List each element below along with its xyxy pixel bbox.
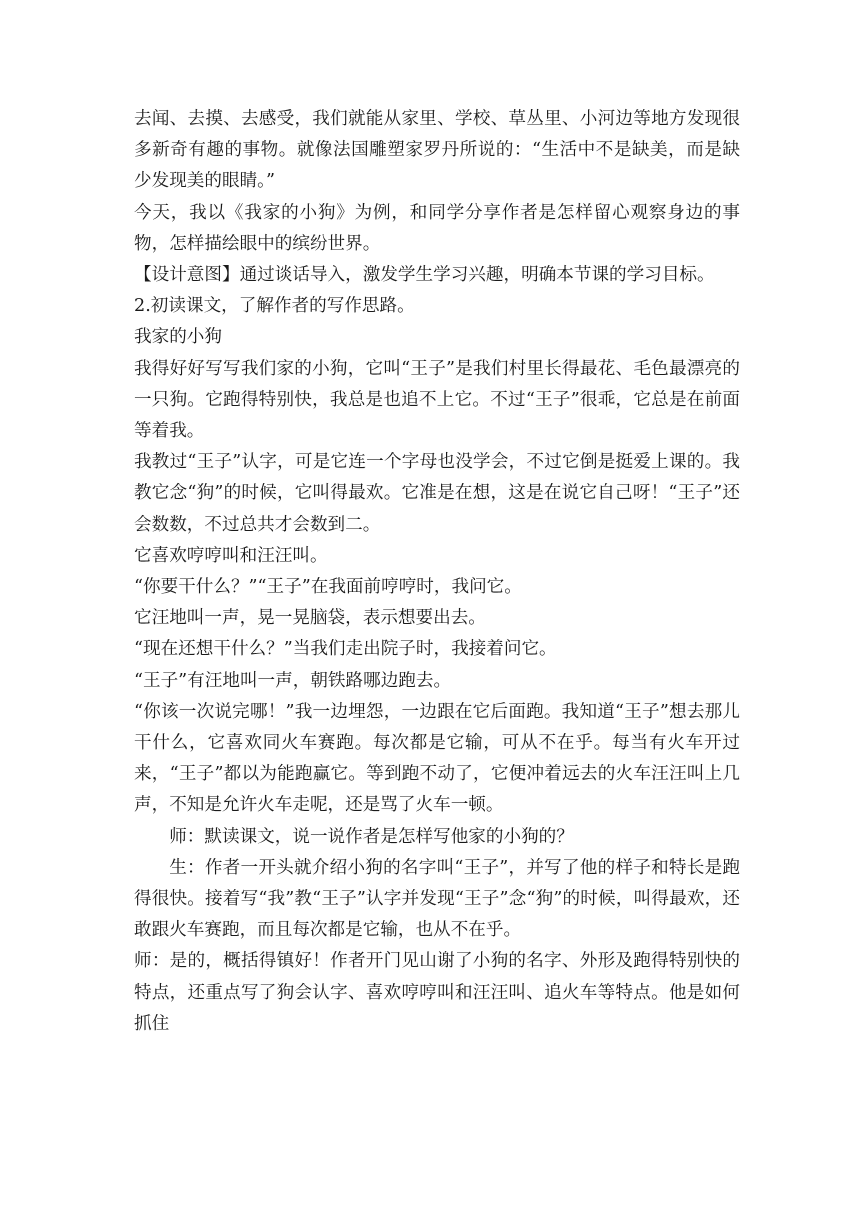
document-body <box>134 104 740 1040</box>
paragraph-step-2-heading: 2.初读课文，了解作者的写作思路。 <box>134 296 415 317</box>
story-title: 我家的小狗 <box>134 327 222 348</box>
story-paragraph-5: “王子”有汪地叫一声，朝铁路哪边跑去。 <box>134 670 452 691</box>
story-paragraph-6: “你该一次说完哪！”我一边埋怨，一边跟在它后面跑。我知道“王子”想去那儿干什么，它喜欢同火车赛跑。每次都是它输，可从不在乎。每当有火车开过来，“王子”都以为能跑赢它。等到跑不动了，它便冲着远去的火车汪汪叫上几声，不知是允许火车走呢，还是骂了火车一顿。 <box>134 701 740 816</box>
paragraph-today-example: 今天，我以《我家的小狗》为例，和同学分享作者是怎样留心观察身边的事物，怎样描绘眼中的缤纷世界。 <box>134 202 740 254</box>
story-paragraph-4: 它汪地叫一声，晃一晃脑袋，表示想要出去。 <box>134 608 486 629</box>
paragraph-intro-observe: 去闻、去摸、去感受，我们就能从家里、学校、草丛里、小河边等地方发现很多新奇有趣的事物。就像法国雕塑家罗丹所说的：“生活中不是缺美，而是缺少发现美的眼睛。” <box>134 109 740 192</box>
story-dialogue-2: “现在还想干什么？”当我们走出院子时，我接着问它。 <box>134 639 557 660</box>
student-answer: 生：作者一开头就介绍小狗的名字叫“王子”，并写了他的样子和特长是跑得很快。接着写“我”教“王子”认字并发现“王子”念“狗”的时候，叫得最欢，还敢跟火车赛跑，而且每次都是它输，也从不在乎。 <box>134 857 740 941</box>
story-paragraph-2: 我教过“王子”认字，可是它连一个字母也没学会，不过它倒是挺爱上课的。我教它念“狗”的时候，它叫得最欢。它准是在想，这是在说它自己呀！“王子”还会数数，不过总共才会数到二。 <box>134 452 740 535</box>
story-dialogue-1: “你要干什么？”“王子”在我面前哼哼时，我问它。 <box>134 577 522 598</box>
teacher-summary: 师：是的，概括得镇好！作者开门见山谢了小狗的名字、外形及跑得特别快的特点，还重点写了狗会认字、喜欢哼哼叫和汪汪叫、追火车等特点。他是如何抓住 <box>134 951 740 1034</box>
story-paragraph-3: 它喜欢哼哼叫和汪汪叫。 <box>134 545 328 566</box>
story-paragraph-1: 我得好好写写我们家的小狗，它叫“王子”是我们村里长得最花、毛色最漂亮的一只狗。它跑得特别快，我总是也追不上它。不过“王子”很乖，它总是在前面等着我。 <box>134 358 740 442</box>
teacher-question: 师：默读课文，说一说作者是怎样写他家的小狗的？ <box>169 826 574 847</box>
paragraph-design-intent: 【设计意图】通过谈话导入，激发学生学习兴趣，明确本节课的学习目标。 <box>134 265 715 286</box>
